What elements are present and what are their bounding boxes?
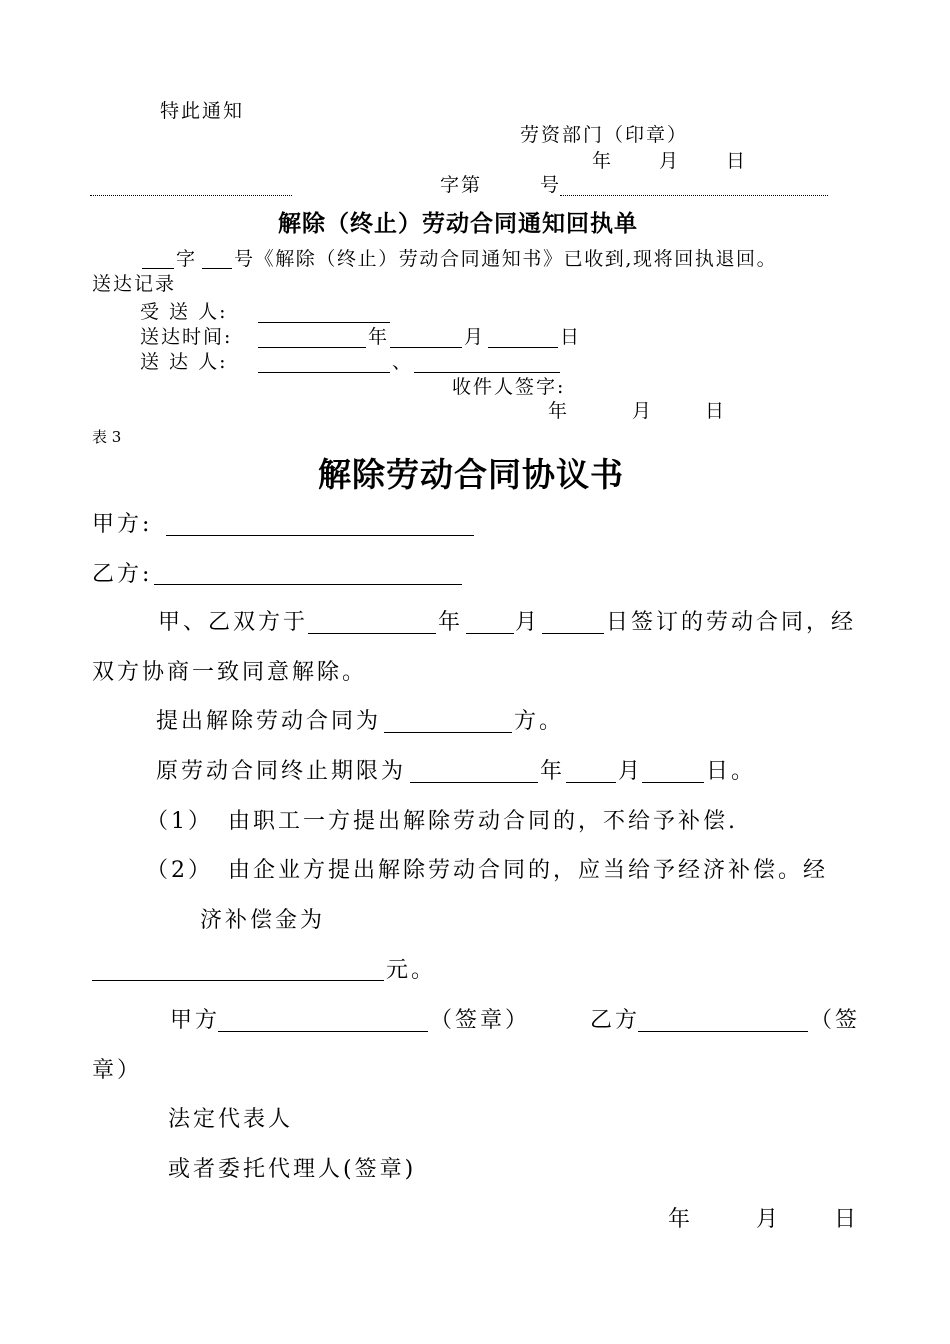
recipient-label: 受 送 人: — [140, 301, 228, 323]
party-b-label: 乙方: — [92, 562, 153, 587]
sign-a-label: 甲方 — [170, 1008, 221, 1033]
term-day-label: 日。 — [706, 759, 757, 784]
server-separator: 、 — [392, 351, 414, 373]
tear-line-left — [90, 195, 292, 196]
receipt-date-month: 月 — [632, 400, 654, 422]
notice-date-year: 年 — [592, 150, 614, 172]
party-b-blank — [154, 584, 462, 585]
proposer-suffix: 方。 — [514, 709, 565, 734]
para1-year-blank — [308, 633, 436, 634]
term-month-label: 月 — [618, 759, 644, 784]
amount-suffix: 元。 — [386, 958, 437, 983]
para1-prefix: 甲、乙双方于 — [158, 610, 309, 635]
para1-suffix: 日签订的劳动合同，经 — [606, 610, 857, 635]
delivery-day-blank — [488, 347, 558, 348]
sign-b-seal-line2: 章） — [92, 1058, 143, 1083]
sign-b-blank — [638, 1031, 808, 1032]
item2-line2: 济补偿金为 — [200, 908, 326, 933]
party-a-blank — [166, 535, 474, 536]
sign-a-blank — [218, 1031, 428, 1032]
agent-sign-label: 或者委托代理人(签章) — [168, 1157, 417, 1182]
receipt-title: 解除（终止）劳动合同通知回执单 — [278, 210, 638, 237]
dept-seal-label: 劳资部门（印章） — [520, 124, 689, 146]
para1-month-blank — [466, 633, 514, 634]
delivery-record-label: 送达记录 — [92, 273, 177, 295]
notice-date-month: 月 — [659, 150, 681, 172]
item2-text: 由企业方提出解除劳动合同的，应当给予经济补偿。经 — [228, 858, 829, 883]
notice-date-day: 日 — [726, 150, 748, 172]
agreement-date-month: 月 — [756, 1207, 782, 1232]
term-month-blank — [566, 782, 616, 783]
recipient-sign-label: 收件人签字: — [452, 376, 566, 398]
delivery-month-label: 月 — [464, 326, 486, 348]
item1-text: 由职工一方提出解除劳动合同的，不给予补偿. — [228, 809, 738, 834]
agreement-date-year: 年 — [668, 1207, 694, 1232]
receipt-zi-label: 字 — [176, 248, 198, 270]
receipt-zi-blank — [142, 268, 174, 269]
term-prefix: 原劳动合同终止期限为 — [156, 759, 407, 784]
sign-b-seal: （签 — [810, 1008, 861, 1033]
delivery-time-label: 送达时间: — [140, 326, 233, 348]
para1-line2: 双方协商一致同意解除。 — [92, 660, 368, 685]
server-label: 送 达 人: — [140, 351, 228, 373]
term-year-blank — [410, 782, 538, 783]
delivery-year-blank — [258, 347, 366, 348]
tear-line-right — [560, 195, 828, 196]
sign-a-seal: （签章） — [430, 1008, 531, 1033]
delivery-month-blank — [390, 347, 462, 348]
term-year-label: 年 — [540, 759, 566, 784]
item1-number: （1） — [146, 809, 213, 834]
agreement-date-day: 日 — [834, 1207, 860, 1232]
legal-representative-label: 法定代表人 — [168, 1107, 294, 1132]
delivery-year-label: 年 — [368, 326, 390, 348]
receipt-line1-text: 号《解除（终止）劳动合同通知书》已收到,现将回执退回。 — [234, 248, 778, 270]
term-day-blank — [642, 782, 704, 783]
receipt-date-day: 日 — [705, 400, 727, 422]
receipt-date-year: 年 — [548, 400, 570, 422]
server-blank-2 — [414, 372, 560, 373]
proposer-blank — [384, 732, 512, 733]
para1-year-label: 年 — [438, 610, 464, 635]
party-a-label: 甲方: — [92, 512, 153, 537]
sign-b-label: 乙方 — [590, 1008, 641, 1033]
receipt-hao-blank — [202, 268, 232, 269]
para1-month-label: 月 — [515, 610, 541, 635]
agreement-title: 解除劳动合同协议书 — [318, 455, 624, 494]
table-label: 表 3 — [92, 428, 122, 446]
para1-day-blank — [542, 633, 604, 634]
amount-blank — [92, 980, 384, 981]
server-blank-1 — [258, 372, 390, 373]
ref-zi-label: 字第 — [440, 174, 483, 196]
proposer-prefix: 提出解除劳动合同为 — [156, 709, 382, 734]
delivery-day-label: 日 — [560, 326, 582, 348]
closing-text: 特此通知 — [160, 100, 245, 122]
ref-hao-label: 号 — [540, 174, 562, 196]
recipient-blank — [258, 322, 390, 323]
item2-number: （2） — [146, 858, 213, 883]
